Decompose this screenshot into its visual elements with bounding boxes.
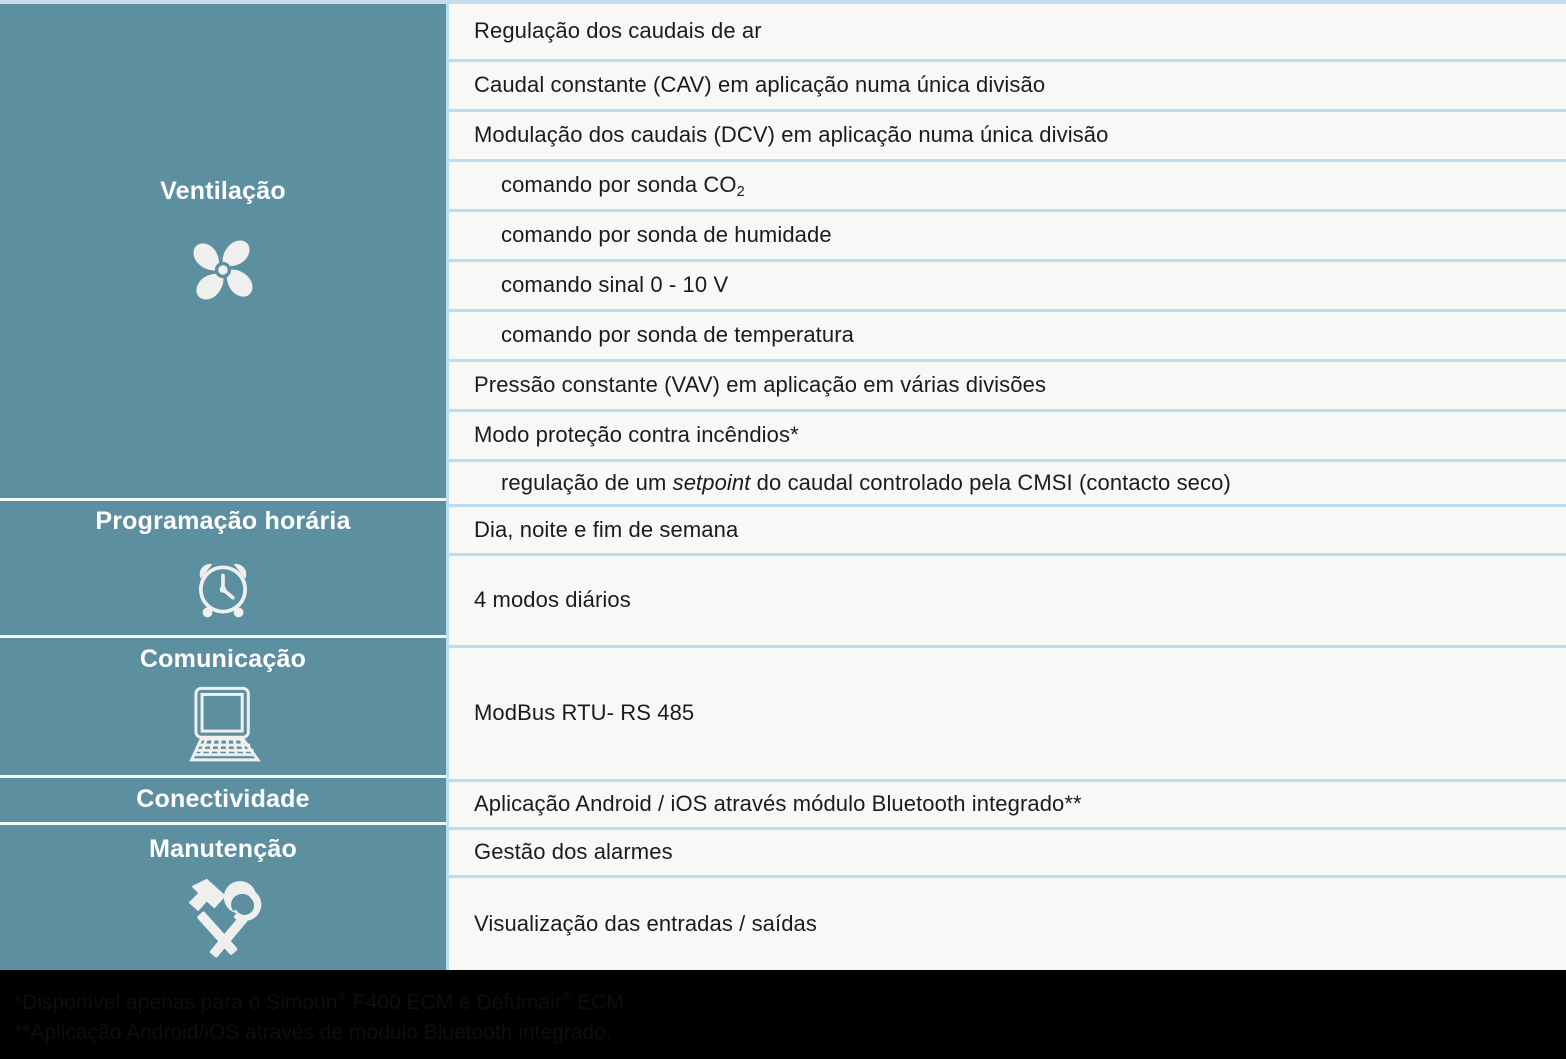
hammer-wrench-icon (175, 873, 271, 959)
row-label-suffix: do caudal controlado pela CMSI (contacto seco) (750, 469, 1231, 495)
row-label-text: comando por sonda CO (501, 172, 737, 198)
table-row (446, 359, 1566, 409)
feature-rows (446, 4, 1566, 970)
category-label: Ventilação (160, 177, 286, 206)
row-label: Dia, noite e fim de semana (474, 516, 739, 542)
footnote-1-prefix: *Disponível apenas para o Simoun (14, 991, 338, 1014)
row-label: Aplicação Android / iOS através módulo Bluetooth integrado** (474, 791, 1082, 817)
table-row (446, 459, 1566, 504)
table-row (446, 109, 1566, 159)
category-label: Comunicação (139, 644, 307, 673)
table-row (446, 4, 1566, 59)
row-label: Caudal constante (CAV) em aplicação numa única divisão (474, 72, 1046, 98)
row-label: Modulação dos caudais (DCV) em aplicação numa única divisão (474, 122, 1109, 148)
table-row (446, 159, 1566, 209)
table-row (446, 645, 1566, 779)
table-row (446, 504, 1566, 553)
row-label: Gestão dos alarmes (474, 839, 673, 865)
table-row (446, 779, 1566, 827)
registered-mark-icon: ® (561, 989, 572, 1004)
row-label: Pressão constante (VAV) em aplicação em várias divisões (474, 372, 1047, 398)
row-label-prefix: regulação de um (501, 469, 673, 495)
row-label (449, 172, 745, 201)
row-label: ModBus RTU- RS 485 (474, 700, 695, 726)
subscript-2: 2 (736, 184, 745, 201)
category-label: Manutenção (149, 834, 297, 863)
registered-mark-icon: ® (337, 989, 347, 1004)
category-ventilacao (0, 4, 446, 501)
row-label: Visualização das entradas / saídas (474, 910, 817, 936)
row-label: Modo proteção contra incêndios* (474, 422, 799, 448)
category-manutencao (0, 825, 446, 970)
category-programacao-horaria (0, 501, 446, 638)
row-label (449, 470, 1231, 496)
fan-icon (169, 216, 277, 324)
table-row (446, 309, 1566, 359)
row-label: comando por sonda de humidade (501, 222, 832, 248)
row-label: Regulação dos caudais de ar (474, 18, 762, 44)
footnote-line-2: **Aplicação Android/iOS através de módulo Bluetooth integrado. (14, 1021, 612, 1044)
category-column (0, 4, 446, 970)
table-row (446, 875, 1566, 970)
category-comunicacao (0, 638, 446, 778)
laptop-icon (175, 683, 271, 767)
table-row (446, 59, 1566, 109)
category-conectividade (0, 778, 446, 825)
category-label: Conectividade (136, 785, 310, 814)
row-label: comando por sonda de temperatura (501, 322, 854, 348)
table-row (446, 409, 1566, 459)
footnote-1-suffix: ECM. (571, 991, 630, 1014)
row-label: comando sinal 0 - 10 V (501, 272, 729, 298)
footnote-1-mid: F400 ECM e Défumair (346, 991, 562, 1014)
alarm-clock-icon (182, 546, 264, 628)
category-label: Programação horária (95, 507, 351, 536)
row-label-emphasis: setpoint (672, 469, 751, 495)
table-row (446, 209, 1566, 259)
row-label: 4 modos diários (474, 587, 631, 613)
table-row (446, 553, 1566, 645)
footnote-line-1 (14, 982, 1566, 1018)
footnotes (0, 970, 1566, 1059)
table-row (446, 259, 1566, 309)
table-row (446, 827, 1566, 875)
